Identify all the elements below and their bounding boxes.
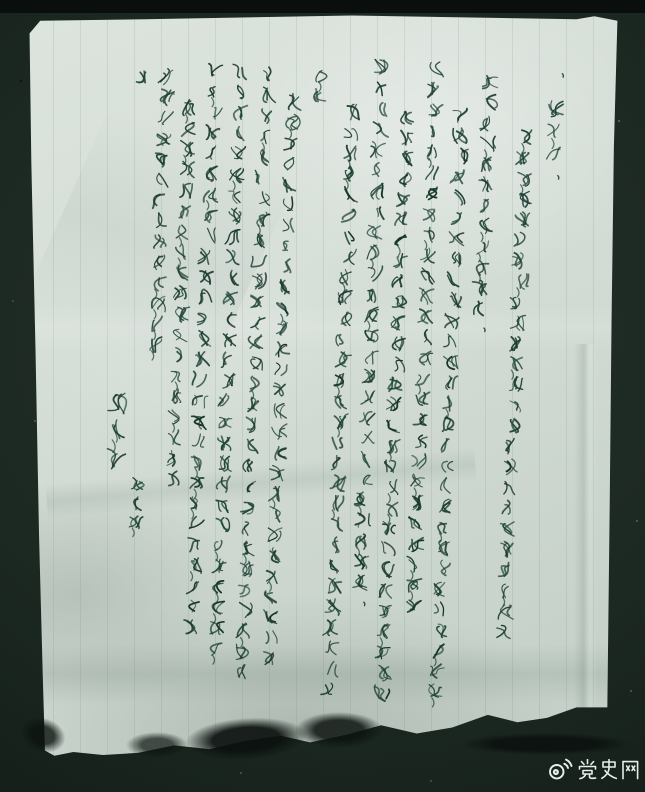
handwriting-column-signature bbox=[106, 393, 128, 470]
handwriting-column bbox=[262, 94, 302, 666]
handwriting-column-marginal-mark bbox=[136, 71, 145, 83]
handwriting-column-mark bbox=[562, 74, 563, 77]
party-history-site-watermark bbox=[547, 756, 641, 782]
handwriting-column bbox=[496, 130, 534, 639]
handwriting-column-salutation bbox=[546, 101, 564, 180]
paper-edge-shadow bbox=[126, 732, 188, 758]
paper-edge-shadow bbox=[462, 733, 630, 755]
handwriting-column bbox=[320, 104, 362, 695]
handwriting-column bbox=[471, 76, 499, 332]
handwriting-column-date bbox=[129, 478, 144, 537]
weibo-logo-icon bbox=[547, 756, 573, 782]
handwriting-column bbox=[147, 68, 175, 360]
handwriting-column bbox=[165, 99, 198, 486]
handwriting-column bbox=[373, 111, 414, 701]
handwriting-columns bbox=[97, 49, 565, 711]
watermark-text-glyphs bbox=[578, 759, 641, 780]
paper-edge-shadow bbox=[295, 712, 383, 748]
handwriting-column-section-heading bbox=[314, 70, 327, 102]
